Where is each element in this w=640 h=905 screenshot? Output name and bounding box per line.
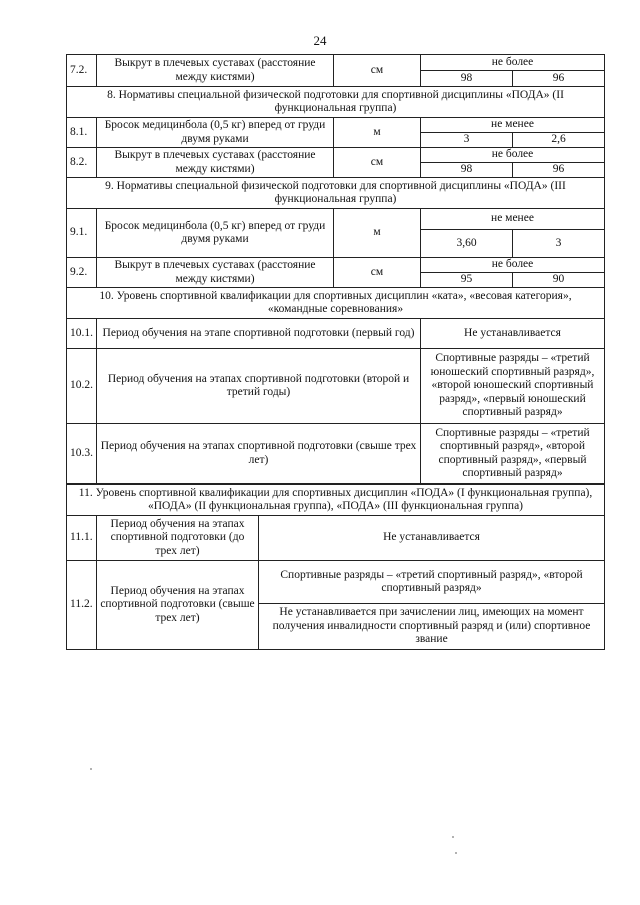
row-value: Не устанавливается [259,516,605,561]
row-code: 10.2. [67,349,97,424]
row-unit: см [334,55,421,87]
section-row [67,288,605,319]
value-2: 2,6 [513,133,605,148]
table-row [67,516,605,561]
value-2: 96 [513,163,605,178]
row-name: Период обучения на этапах спортивной подготовки (до трех лет) [97,516,259,561]
row-code: 8.2. [67,148,97,178]
row-name: Период обучения на этапах спортивной подготовки (свыше трех лет) [97,424,421,484]
row-name: Бросок медицинбола (0,5 кг) вперед от груди двумя руками [97,118,334,148]
row-name: Период обучения на этапах спортивной подготовки (свыше трех лет) [97,561,259,650]
table-row [67,55,605,71]
row-name: Период обучения на этапах спортивной подготовки (второй и третий годы) [97,349,421,424]
table-row [67,258,605,273]
row-value: Не устанавливается [421,319,605,349]
section-row [67,87,605,118]
section-row [67,485,605,516]
scan-speck [455,852,457,854]
value-1: 3 [421,133,513,148]
section-heading: 10. Уровень спортивной квалификации для спортивных дисциплин «ката», «весовая категория», «командные соревнования» [67,288,605,319]
section-heading: 9. Нормативы специальной физической подготовки для спортивной дисциплины «ПОДА» (III функциональная группа) [67,178,605,209]
row-code: 10.1. [67,319,97,349]
page-number: 24 [313,33,327,48]
row-condition: не более [421,55,605,71]
row-unit: м [334,118,421,148]
value-1: 95 [421,273,513,288]
qualification-table [66,484,605,650]
row-code: 10.3. [67,424,97,484]
row-code: 11.1. [67,516,97,561]
table-row [67,148,605,163]
row-code: 8.1. [67,118,97,148]
row-value: Спортивные разряды – «третий спортивный разряд», «второй спортивный разряд», «первый спортивный разряд» [421,424,605,484]
table-row [67,319,605,349]
section-row [67,178,605,209]
table-row [67,424,605,484]
row-condition: не менее [421,118,605,133]
row-unit: см [334,258,421,288]
row-condition: не более [421,148,605,163]
section-heading: 8. Нормативы специальной физической подготовки для спортивной дисциплины «ПОДА» (II функциональная группа) [67,87,605,118]
table-row [67,209,605,230]
value-2: 3 [513,230,605,258]
row-name: Выкрут в плечевых суставах (расстояние между кистями) [97,148,334,178]
value-2: 96 [513,71,605,87]
value-1: 98 [421,71,513,87]
row-unit: см [334,148,421,178]
row-value: Спортивные разряды – «третий юношеский спортивный разряд», «второй юношеский спортивный разряд», «первый юношеский спортивный разряд» [421,349,605,424]
row-code: 9.2. [67,258,97,288]
row-condition: не более [421,258,605,273]
value-1: 98 [421,163,513,178]
row-value: Спортивные разряды – «третий спортивный разряд», «второй спортивный разряд» [259,561,605,604]
table-row [67,561,605,604]
table-row [67,118,605,133]
standards-table [66,54,605,484]
row-value: Не устанавливается при зачислении лиц, имеющих на момент получения инвалидности спортивный разряд и (или) спортивное звание [259,604,605,650]
row-code: 7.2. [67,55,97,87]
row-name: Выкрут в плечевых суставах (расстояние между кистями) [97,258,334,288]
row-name: Выкрут в плечевых суставах (расстояние между кистями) [97,55,334,87]
section-heading: 11. Уровень спортивной квалификации для спортивных дисциплин «ПОДА» (I функциональная группа), «ПОДА» (II функциональная группа), «ПОДА» (III функциональная группа) [67,485,605,516]
row-code: 11.2. [67,561,97,650]
value-2: 90 [513,273,605,288]
table-row [67,349,605,424]
value-1: 3,60 [421,230,513,258]
row-name: Период обучения на этапе спортивной подготовки (первый год) [97,319,421,349]
row-unit: м [334,209,421,258]
row-code: 9.1. [67,209,97,258]
scan-speck [452,836,454,838]
scan-speck [90,768,92,770]
row-condition: не менее [421,209,605,230]
row-name: Бросок медицинбола (0,5 кг) вперед от груди двумя руками [97,209,334,258]
